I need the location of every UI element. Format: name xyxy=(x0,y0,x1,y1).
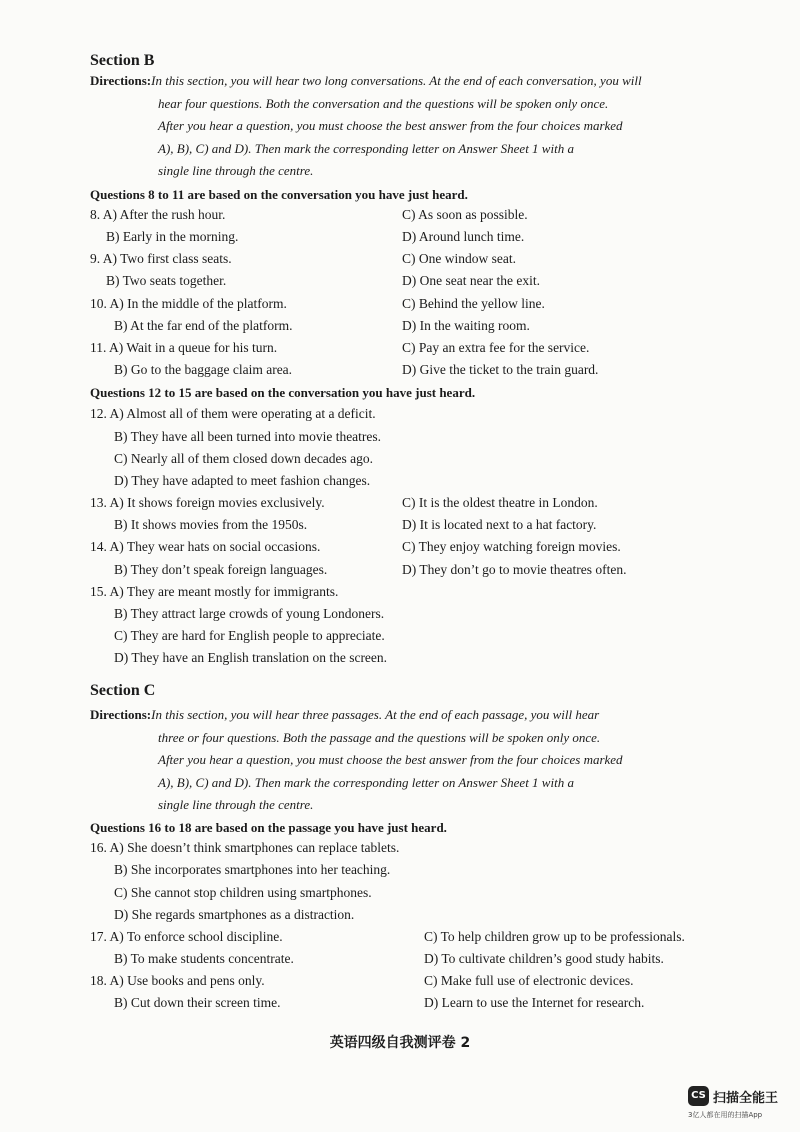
answer-option: 12. A) Almost all of them were operating at a deficit. xyxy=(90,406,376,421)
answer-option: 15. A) They are meant mostly for immigrants. xyxy=(90,584,339,599)
answer-option: D) Around lunch time. xyxy=(402,229,525,244)
directions-line: After you hear a question, you must choose the best answer from the four choices marked xyxy=(158,752,623,767)
answer-option: B) Early in the morning. xyxy=(106,229,239,244)
watermark-name: 扫描全能王 xyxy=(713,1091,779,1106)
directions-line: In this section, you will hear two long conversations. At the end of each conversation, you will xyxy=(151,73,642,88)
directions-line: A), B), C) and D). Then mark the corresponding letter on Answer Sheet 1 with a xyxy=(158,140,574,156)
answer-option: C) She cannot stop children using smartphones. xyxy=(114,885,372,900)
camscanner-logo-icon: CS xyxy=(688,1086,709,1106)
answer-option: C) It is the oldest theatre in London. xyxy=(402,495,598,510)
answer-option: D) They have adapted to meet fashion changes. xyxy=(114,473,371,488)
answer-option: 11. A) Wait in a queue for his turn. xyxy=(90,340,278,355)
answer-option: 8. A) After the rush hour. xyxy=(90,207,226,222)
answer-option: C) To help children grow up to be professionals. xyxy=(424,929,685,944)
answer-option: C) They enjoy watching foreign movies. xyxy=(402,539,621,554)
answer-option: 9. A) Two first class seats. xyxy=(90,251,232,266)
section-c-title: Section C xyxy=(90,682,156,699)
answer-option: D) She regards smartphones as a distraction. xyxy=(114,907,355,922)
answer-option: C) Pay an extra fee for the service. xyxy=(402,340,590,355)
answer-option: 10. A) In the middle of the platform. xyxy=(90,296,287,311)
answer-option: 16. A) She doesn’t think smartphones can replace tablets. xyxy=(90,840,400,855)
answer-option: D) They don’t go to movie theatres often. xyxy=(402,562,627,577)
answer-option: B) They have all been turned into movie theatres. xyxy=(114,429,382,444)
answer-option: 18. A) Use books and pens only. xyxy=(90,973,265,988)
answer-option: 13. A) It shows foreign movies exclusively. xyxy=(90,495,325,510)
camscanner-watermark xyxy=(688,1086,788,1126)
question-group-heading: Questions 16 to 18 are based on the passage you have just heard. xyxy=(90,820,447,835)
answer-option: C) One window seat. xyxy=(402,251,516,266)
answer-option: C) Behind the yellow line. xyxy=(402,296,545,311)
answer-option: B) To make students concentrate. xyxy=(114,951,294,966)
directions-line: A), B), C) and D). Then mark the corresponding letter on Answer Sheet 1 with a xyxy=(158,774,574,790)
answer-option: 17. A) To enforce school discipline. xyxy=(90,929,283,944)
answer-option: B) Go to the baggage claim area. xyxy=(114,362,293,377)
section-b-directions xyxy=(90,70,730,183)
answer-option: C) Make full use of electronic devices. xyxy=(424,973,634,988)
section-b-title: Section B xyxy=(90,52,155,69)
question-group-heading: Questions 12 to 15 are based on the conversation you have just heard. xyxy=(90,385,476,400)
page-footer: 英语四级自我测评卷 2 xyxy=(329,1035,471,1051)
directions-line: After you hear a question, you must choose the best answer from the four choices marked xyxy=(158,118,623,133)
answer-option: B) She incorporates smartphones into her teaching. xyxy=(114,862,391,877)
answer-option: D) One seat near the exit. xyxy=(402,273,540,288)
answer-option: D) Give the ticket to the train guard. xyxy=(402,362,599,377)
answer-option: C) As soon as possible. xyxy=(402,207,528,222)
answer-option: C) They are hard for English people to appreciate. xyxy=(114,628,385,643)
answer-option: D) They have an English translation on the screen. xyxy=(114,650,388,665)
watermark-tagline: 3亿人都在用的扫描App xyxy=(688,1111,763,1119)
directions-line: three or four questions. Both the passage and the questions will be spoken only once. xyxy=(158,729,601,745)
question-group-heading: Questions 8 to 11 are based on the conversation you have just heard. xyxy=(90,187,468,202)
directions-label: Directions: xyxy=(90,73,152,88)
directions-line: In this section, you will hear three passages. At the end of each passage, you will hear xyxy=(151,707,600,722)
directions-line: single line through the centre. xyxy=(158,163,314,178)
answer-option: B) Two seats together. xyxy=(106,273,227,288)
directions-label: Directions: xyxy=(90,707,152,722)
answer-option: D) It is located next to a hat factory. xyxy=(402,517,597,532)
answer-option: B) Cut down their screen time. xyxy=(114,995,281,1010)
answer-option: C) Nearly all of them closed down decades ago. xyxy=(114,451,374,466)
answer-option: D) In the waiting room. xyxy=(402,318,530,333)
answer-option: B) They don’t speak foreign languages. xyxy=(114,562,328,577)
directions-line: single line through the centre. xyxy=(158,797,314,812)
answer-option: D) Learn to use the Internet for research. xyxy=(424,995,645,1010)
answer-option: B) It shows movies from the 1950s. xyxy=(114,517,308,532)
answer-option: 14. A) They wear hats on social occasions. xyxy=(90,539,321,554)
answer-option: B) They attract large crowds of young Londoners. xyxy=(114,606,385,621)
answer-option: B) At the far end of the platform. xyxy=(114,318,293,333)
answer-option: D) To cultivate children’s good study habits. xyxy=(424,951,664,966)
section-c-directions xyxy=(90,704,730,817)
directions-line: hear four questions. Both the conversation and the questions will be spoken only once. xyxy=(158,95,609,111)
